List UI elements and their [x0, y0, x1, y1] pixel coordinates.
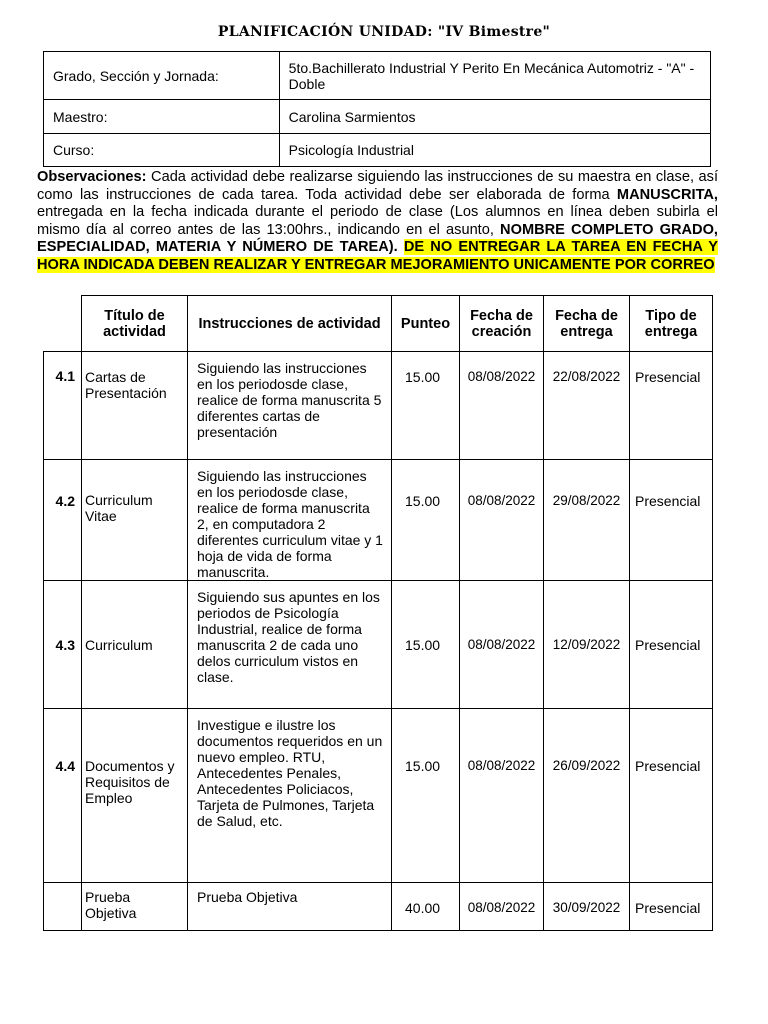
row-number: 4.1 — [44, 352, 82, 460]
row-title: Curriculum Vitae — [82, 460, 188, 581]
header-points: Punteo — [392, 296, 460, 352]
row-points: 15.00 — [392, 581, 460, 709]
table-row — [44, 709, 713, 883]
header-due: Fecha de entrega — [544, 296, 630, 352]
row-instructions: Siguiendo sus apuntes en los periodos de Psicología Industrial, realice de forma manuscrita 2 de cada uno delos curriculum vistos en clase. — [188, 581, 392, 709]
header-blank — [44, 296, 82, 352]
row-type: Presencial — [630, 709, 713, 883]
observations-bold-1: MANUSCRITA, — [616, 186, 718, 203]
document-title: PLANIFICACIÓN UNIDAD: "IV Bimestre" — [217, 24, 551, 40]
row-created: 08/08/2022 — [460, 352, 544, 460]
row-instructions: Prueba Objetiva — [188, 883, 392, 931]
row-due: 30/09/2022 — [544, 883, 630, 931]
row-created: 08/08/2022 — [460, 460, 544, 581]
info-row-grade — [44, 52, 711, 100]
row-title: Cartas de Presentación — [82, 352, 188, 460]
table-row — [44, 460, 713, 581]
row-due: 22/08/2022 — [544, 352, 630, 460]
info-value-teacher: Carolina Sarmientos — [279, 100, 710, 134]
observations-paragraph — [37, 169, 718, 275]
header-type: Tipo de entrega — [630, 296, 713, 352]
info-value-grade: 5to.Bachillerato Industrial Y Perito En Mecánica Automotriz - "A" - Doble — [279, 52, 710, 100]
info-row-teacher — [44, 100, 711, 134]
row-created: 08/08/2022 — [460, 709, 544, 883]
table-row — [44, 883, 713, 931]
row-instructions: Siguiendo las instrucciones en los periodosde clase, realice de forma manuscrita 2, en computadora 2 diferentes curriculum vitae y 1 hoja de vida de forma manuscrita. — [188, 460, 392, 581]
info-label-course: Curso: — [44, 134, 280, 167]
row-points: 15.00 — [392, 460, 460, 581]
observations-label: Observaciones: — [37, 169, 147, 185]
row-number — [44, 883, 82, 931]
observations-text-1: Cada actividad debe realizarse siguiendo las instrucciones de su maestra en clase, así como las instrucciones de cada tarea. Toda actividad debe ser elaborada de forma — [37, 169, 718, 203]
row-type: Presencial — [630, 883, 713, 931]
info-value-course: Psicología Industrial — [279, 134, 710, 167]
row-number: 4.4 — [44, 709, 82, 883]
info-label-grade: Grado, Sección y Jornada: — [44, 52, 280, 100]
row-type: Presencial — [630, 352, 713, 460]
table-header-row — [44, 296, 713, 352]
info-table — [43, 51, 711, 167]
header-instructions: Instrucciones de actividad — [188, 296, 392, 352]
header-created: Fecha de creación — [460, 296, 544, 352]
row-created: 08/08/2022 — [460, 581, 544, 709]
row-instructions: Investigue e ilustre los documentos requeridos en un nuevo empleo. RTU, Antecedentes Penales, Antecedentes Policiacos, Tarjeta de Pulmones, Tarjeta de Salud, etc. — [188, 709, 392, 883]
row-title: Prueba Objetiva — [82, 883, 188, 931]
row-number: 4.2 — [44, 460, 82, 581]
row-due: 12/09/2022 — [544, 581, 630, 709]
activities-table — [43, 295, 713, 931]
observations-warning-highlight: DE NO ENTREGAR LA TAREA EN FECHA Y HORA INDICADA DEBEN REALIZAR Y ENTREGAR MEJORAMIENTO UNICAMENTE POR CORREO — [37, 239, 718, 273]
info-row-course — [44, 134, 711, 167]
row-type: Presencial — [630, 460, 713, 581]
row-title: Curriculum — [82, 581, 188, 709]
header-title: Título de actividad — [82, 296, 188, 352]
row-due: 29/08/2022 — [544, 460, 630, 581]
row-created: 08/08/2022 — [460, 883, 544, 931]
table-row — [44, 352, 713, 460]
row-instructions: Siguiendo las instrucciones en los periodosde clase, realice de forma manuscrita 5 diferentes cartas de presentación — [188, 352, 392, 460]
row-points: 40.00 — [392, 883, 460, 931]
info-label-teacher: Maestro: — [44, 100, 280, 134]
row-points: 15.00 — [392, 352, 460, 460]
observations-text-2: entregada en la fecha indicada durante el periodo de clase (Los alumnos en línea deben subirla el mismo día al correo antes de las 13:00hrs., indicando en el asunto, — [37, 204, 718, 238]
row-points: 15.00 — [392, 709, 460, 883]
observations-bold-2: NOMBRE COMPLETO GRADO, ESPECIALIDAD, MATERIA Y NÚMERO DE TAREA). — [37, 221, 718, 256]
row-type: Presencial — [630, 581, 713, 709]
row-due: 26/09/2022 — [544, 709, 630, 883]
row-number: 4.3 — [44, 581, 82, 709]
table-row — [44, 581, 713, 709]
row-title: Documentos y Requisitos de Empleo — [82, 709, 188, 883]
